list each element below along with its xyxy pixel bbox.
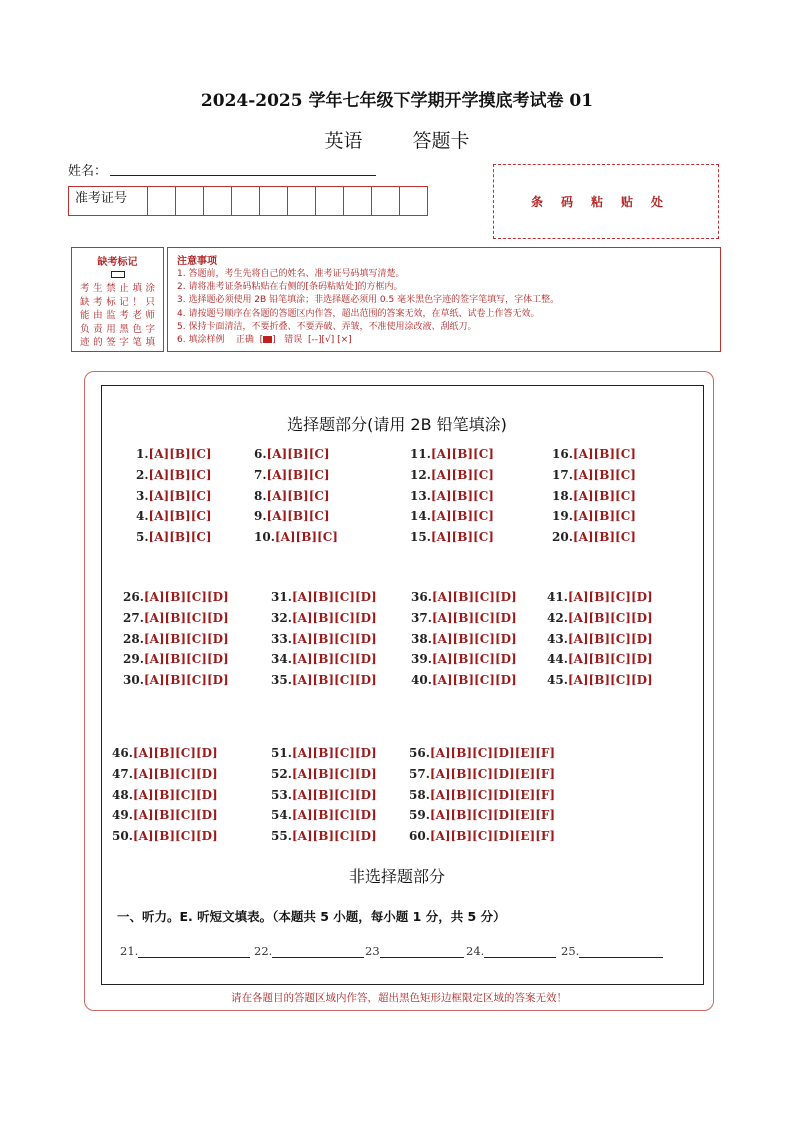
absent-mark-text: 缺考标记！只 (80, 296, 155, 308)
page-title: 2024-2025 学年七年级下学期开学摸底考试卷 01 (200, 91, 594, 111)
answer-options[interactable]: [A][B][C][D] (567, 673, 653, 688)
note-item: 5. 保持卡面清洁，不要折叠、不要弄破、弄皱，不准使用涂改液、刮纸刀。 (177, 321, 477, 332)
card-label: 答题卡 (412, 130, 470, 152)
choice-row (112, 746, 218, 760)
choice-row (552, 530, 636, 544)
answer-options[interactable]: [A][B][C][D] (143, 590, 229, 604)
absent-mark-title: 缺考标记 (97, 257, 138, 268)
choice-row (123, 632, 229, 646)
answer-options[interactable]: [A][B][C][D] (291, 590, 377, 604)
answer-options[interactable]: [A][B][C] (274, 530, 338, 545)
choice-row (136, 530, 212, 544)
question-number: 11. (410, 447, 431, 461)
question-number: 20. (552, 530, 573, 545)
blank-23 (365, 943, 464, 958)
answer-options[interactable]: [A][B][C][D][E][F] (429, 787, 556, 802)
choice-row (271, 746, 377, 760)
name-label: 姓名： (68, 164, 108, 179)
choice-row (409, 767, 555, 781)
question-number: 46. (112, 746, 133, 760)
choice-row (410, 447, 494, 461)
answer-options[interactable]: [A][B][C][D] (132, 766, 218, 781)
question-number: 39. (411, 652, 432, 667)
answer-options[interactable]: [A][B][C] (266, 488, 330, 503)
choice-row (254, 489, 330, 503)
choice-row (410, 468, 494, 482)
name-field[interactable] (110, 175, 376, 176)
question-number: 60. (409, 829, 430, 844)
choice-row (123, 652, 229, 666)
question-number: 13. (410, 488, 431, 503)
answer-options[interactable]: [A][B][C] (148, 530, 212, 545)
question-number: 10. (254, 530, 275, 545)
choice-row (409, 808, 555, 822)
answer-options[interactable]: [A][B][C] (148, 509, 212, 524)
answer-options[interactable]: [A][B][C][D] (291, 829, 377, 844)
question-number: 30. (123, 673, 144, 688)
correct-label: 正确 (235, 335, 254, 346)
ticket-digit-cell[interactable] (204, 187, 232, 215)
question-number: 26. (123, 590, 144, 604)
question-number: 49. (112, 808, 133, 823)
question-number: 27. (123, 610, 144, 625)
ticket-number-label: 准考证号 (69, 187, 148, 215)
answer-options[interactable]: [A][B][C][D] (567, 610, 653, 625)
wrong-marks: [--][√] [×] (308, 335, 352, 346)
choice-row (552, 509, 636, 523)
question-number: 56. (409, 746, 430, 760)
choice-row (411, 611, 517, 625)
question-number: 32. (271, 610, 292, 625)
ticket-digit-cell[interactable] (372, 187, 400, 215)
answer-line[interactable] (380, 943, 464, 958)
ticket-digit-cell[interactable] (400, 187, 427, 215)
answer-options[interactable]: [A][B][C] (572, 447, 636, 461)
choice-row (123, 611, 229, 625)
answer-line[interactable] (272, 943, 364, 958)
choice-row (547, 590, 653, 604)
blank-number: 22. (254, 944, 273, 958)
question-number: 58. (409, 787, 430, 802)
question-number: 59. (409, 808, 430, 823)
question-number: 40. (411, 673, 432, 688)
answer-options[interactable]: [A][B][C][D] (431, 673, 517, 688)
question-number: 17. (552, 467, 573, 482)
question-number: 12. (410, 467, 431, 482)
choice-row (411, 590, 517, 604)
question-number: 42. (547, 610, 568, 625)
choice-row (271, 611, 377, 625)
answer-options[interactable]: [A][B][C][D] (431, 652, 517, 667)
question-number: 5. (136, 530, 149, 545)
choice-row (271, 788, 377, 802)
answer-line[interactable] (484, 943, 556, 958)
blank-25 (561, 943, 663, 958)
answer-options[interactable]: [A][B][C][D] (567, 590, 653, 604)
answer-options[interactable]: [A][B][C] (148, 447, 212, 461)
question-number: 51. (271, 746, 292, 760)
answer-options[interactable]: [A][B][C][D] (132, 829, 218, 844)
ticket-digit-cell[interactable] (344, 187, 372, 215)
question-number: 7. (254, 467, 267, 482)
question-number: 4. (136, 509, 149, 524)
answer-options[interactable]: [A][B][C] (430, 530, 494, 545)
choice-row (123, 673, 229, 687)
answer-options[interactable]: [A][B][C] (430, 447, 494, 461)
absent-mark-text: 迹的签字笔填 (80, 337, 155, 348)
answer-options[interactable]: [A][B][C] (148, 488, 212, 503)
choice-row (123, 590, 229, 604)
choice-row (112, 788, 218, 802)
answer-options[interactable]: [A][B][C] (572, 467, 636, 482)
choice-row (136, 509, 212, 523)
answer-options[interactable]: [A][B][C] (266, 447, 330, 461)
question-number: 47. (112, 766, 133, 781)
choice-row (552, 468, 636, 482)
question-number: 44. (547, 652, 568, 667)
answer-options[interactable]: [A][B][C][D][E][F] (429, 808, 556, 823)
answer-options[interactable]: [A][B][C][D] (431, 590, 517, 604)
question-number: 31. (271, 590, 292, 604)
absent-mark-text: 考生禁止填涂 (80, 283, 155, 294)
question-number: 33. (271, 631, 292, 646)
question-number: 3. (136, 488, 149, 503)
answer-options[interactable]: [A][B][C][D] (567, 652, 653, 667)
question-number: 54. (271, 808, 292, 823)
choice-row (547, 673, 653, 687)
choice-row (409, 829, 555, 843)
notes-title: 注意事项 (177, 256, 217, 267)
answer-options[interactable]: [A][B][C][D] (291, 787, 377, 802)
choice-row (254, 468, 330, 482)
question-number: 43. (547, 631, 568, 646)
answer-options[interactable]: [A][B][C][D] (143, 652, 229, 667)
choice-row (112, 829, 218, 843)
question-number: 50. (112, 829, 133, 844)
answer-options[interactable]: [A][B][C][D] (291, 610, 377, 625)
choice-row (271, 829, 377, 843)
filled-mark-icon (263, 336, 272, 343)
ticket-digit-cell[interactable] (288, 187, 316, 215)
question-number: 16. (552, 447, 573, 461)
answer-options[interactable]: [A][B][C] (572, 509, 636, 524)
choice-row (547, 611, 653, 625)
notes-box (167, 247, 721, 352)
answer-line[interactable] (579, 943, 663, 958)
question-number: 53. (271, 787, 292, 802)
absent-mark-text: 能由监考老师 (80, 310, 155, 321)
answer-options[interactable]: [A][B][C] (148, 467, 212, 482)
choice-row (254, 447, 330, 461)
choice-row (112, 767, 218, 781)
answer-options[interactable]: [A][B][C][D] (291, 766, 377, 781)
choice-row (409, 788, 555, 802)
choice-row (547, 632, 653, 646)
choice-row (271, 808, 377, 822)
choice-row (254, 509, 330, 523)
answer-options[interactable]: [A][B][C][D] (291, 808, 377, 823)
question-number: 37. (411, 610, 432, 625)
absent-mark-box (71, 247, 164, 352)
answer-options[interactable]: [A][B][C] (430, 467, 494, 482)
choice-row (254, 530, 338, 544)
question-number: 2. (136, 467, 149, 482)
question-number: 45. (547, 673, 568, 688)
choice-row (271, 632, 377, 646)
choice-row (411, 632, 517, 646)
choice-row (409, 746, 555, 760)
question-number: 48. (112, 787, 133, 802)
question-number: 52. (271, 766, 292, 781)
blank-number: 24. (466, 944, 485, 958)
note-item-sample: 6. 填涂样例 正确 [ ] 错误 [--][√] [×] (177, 335, 352, 346)
question-number: 57. (409, 766, 430, 781)
choice-row (271, 767, 377, 781)
question-number: 35. (271, 673, 292, 688)
question-number: 9. (254, 509, 267, 524)
question-number: 6. (254, 447, 267, 461)
ticket-digit-cell[interactable] (148, 187, 176, 215)
answer-options[interactable]: [A][B][C] (572, 530, 636, 545)
answer-options[interactable]: [A][B][C] (430, 488, 494, 503)
choice-row (136, 489, 212, 503)
choice-row (271, 652, 377, 666)
blank-24 (466, 943, 556, 958)
answer-options[interactable]: [A][B][C][D] (132, 787, 218, 802)
answer-options[interactable]: [A][B][C][D] (431, 631, 517, 646)
answer-options[interactable]: [A][B][C][D] (431, 610, 517, 625)
answer-options[interactable]: [A][B][C] (266, 467, 330, 482)
question-number: 38. (411, 631, 432, 646)
question-number: 19. (552, 509, 573, 524)
answer-options[interactable]: [A][B][C][D] (291, 673, 377, 688)
question-number: 36. (411, 590, 432, 604)
choice-row (411, 652, 517, 666)
footer-warning: 请在各题目的答题区域内作答，超出黑色矩形边框限定区域的答案无效！ (231, 992, 567, 1004)
ticket-digit-cell[interactable] (232, 187, 260, 215)
answer-options[interactable]: [A][B][C][D] (143, 610, 229, 625)
blank-number: 25. (561, 944, 580, 958)
choice-row (410, 530, 494, 544)
answer-options[interactable]: [A][B][C][D] (132, 808, 218, 823)
blank-number: 21. (120, 944, 139, 958)
answer-options[interactable]: [A][B][C][D] (567, 631, 653, 646)
choice-section-title: 选择题部分(请用 2B 铅笔填涂) (287, 415, 507, 434)
answer-options[interactable]: [A][B][C] (572, 488, 636, 503)
sample-prefix: 6. 填涂样例 (177, 335, 225, 346)
question-number: 1. (136, 447, 149, 461)
answer-options[interactable]: [A][B][C][D] (143, 673, 229, 688)
ticket-digit-cell[interactable] (176, 187, 204, 215)
answer-line[interactable] (138, 943, 250, 958)
choice-row (136, 468, 212, 482)
choice-row (271, 590, 377, 604)
ticket-digit-cell[interactable] (260, 187, 288, 215)
answer-options[interactable]: [A][B][C][D][E][F] (429, 829, 556, 844)
subject-label: 英语 (324, 130, 363, 152)
question-number: 18. (552, 488, 573, 503)
blank-number: 23 (365, 944, 380, 958)
choice-row (271, 673, 377, 687)
answer-options[interactable]: [A][B][C][D] (291, 652, 377, 667)
absent-mark-text: 负责用黑色字 (80, 323, 155, 335)
note-item: 3. 选择题必须使用 2B 铅笔填涂；非选择题必须用 0.5 毫米黑色字迹的签字笔填写，字体工整。 (177, 295, 560, 306)
question-number: 29. (123, 652, 144, 667)
question-number: 8. (254, 488, 267, 503)
answer-options[interactable]: [A][B][C][D][E][F] (429, 746, 556, 760)
listening-part-title: 一、听力。E. 听短文填表。（本题共 5 小题，每小题 1 分，共 5 分） (117, 909, 506, 924)
blank-22 (254, 943, 364, 958)
choice-row (136, 447, 212, 461)
choice-row (112, 808, 218, 822)
choice-row (410, 509, 494, 523)
choice-row (547, 652, 653, 666)
ticket-digit-cell[interactable] (316, 187, 344, 215)
question-number: 55. (271, 829, 292, 844)
page-subtitle (0, 126, 794, 153)
question-number: 15. (410, 530, 431, 545)
question-number: 14. (410, 509, 431, 524)
question-number: 34. (271, 652, 292, 667)
answer-options[interactable]: [A][B][C][D] (291, 746, 377, 760)
barcode-area: 条码粘贴处 (493, 164, 719, 239)
note-item: 2. 请将准考证条码粘贴在右侧的[条码粘贴处]的方框内。 (177, 282, 403, 293)
answer-options[interactable]: [A][B][C][D] (143, 631, 229, 646)
choice-row (552, 489, 636, 503)
ticket-number-grid (68, 186, 428, 216)
question-number: 41. (547, 590, 568, 604)
answer-options[interactable]: [A][B][C][D][E][F] (429, 766, 556, 781)
choice-row (552, 447, 636, 461)
note-item: 1. 答题前，考生先将自己的姓名、准考证号码填写清楚。 (177, 269, 405, 279)
wrong-label: 错误 (284, 335, 303, 346)
answer-options[interactable]: [A][B][C] (266, 509, 330, 524)
answer-options[interactable]: [A][B][C][D] (291, 631, 377, 646)
choice-row (410, 489, 494, 503)
answer-options[interactable]: [A][B][C] (430, 509, 494, 524)
absent-mark-checkbox[interactable] (111, 271, 125, 278)
blank-21 (120, 943, 250, 958)
note-item: 4. 请按题号顺序在各题的答题区内作答，超出范围的答案无效，在草纸、试卷上作答无效。 (177, 308, 540, 319)
question-number: 28. (123, 631, 144, 646)
choice-row (411, 673, 517, 687)
answer-options[interactable]: [A][B][C][D] (132, 746, 218, 760)
non-choice-section-title: 非选择题部分 (348, 867, 445, 886)
